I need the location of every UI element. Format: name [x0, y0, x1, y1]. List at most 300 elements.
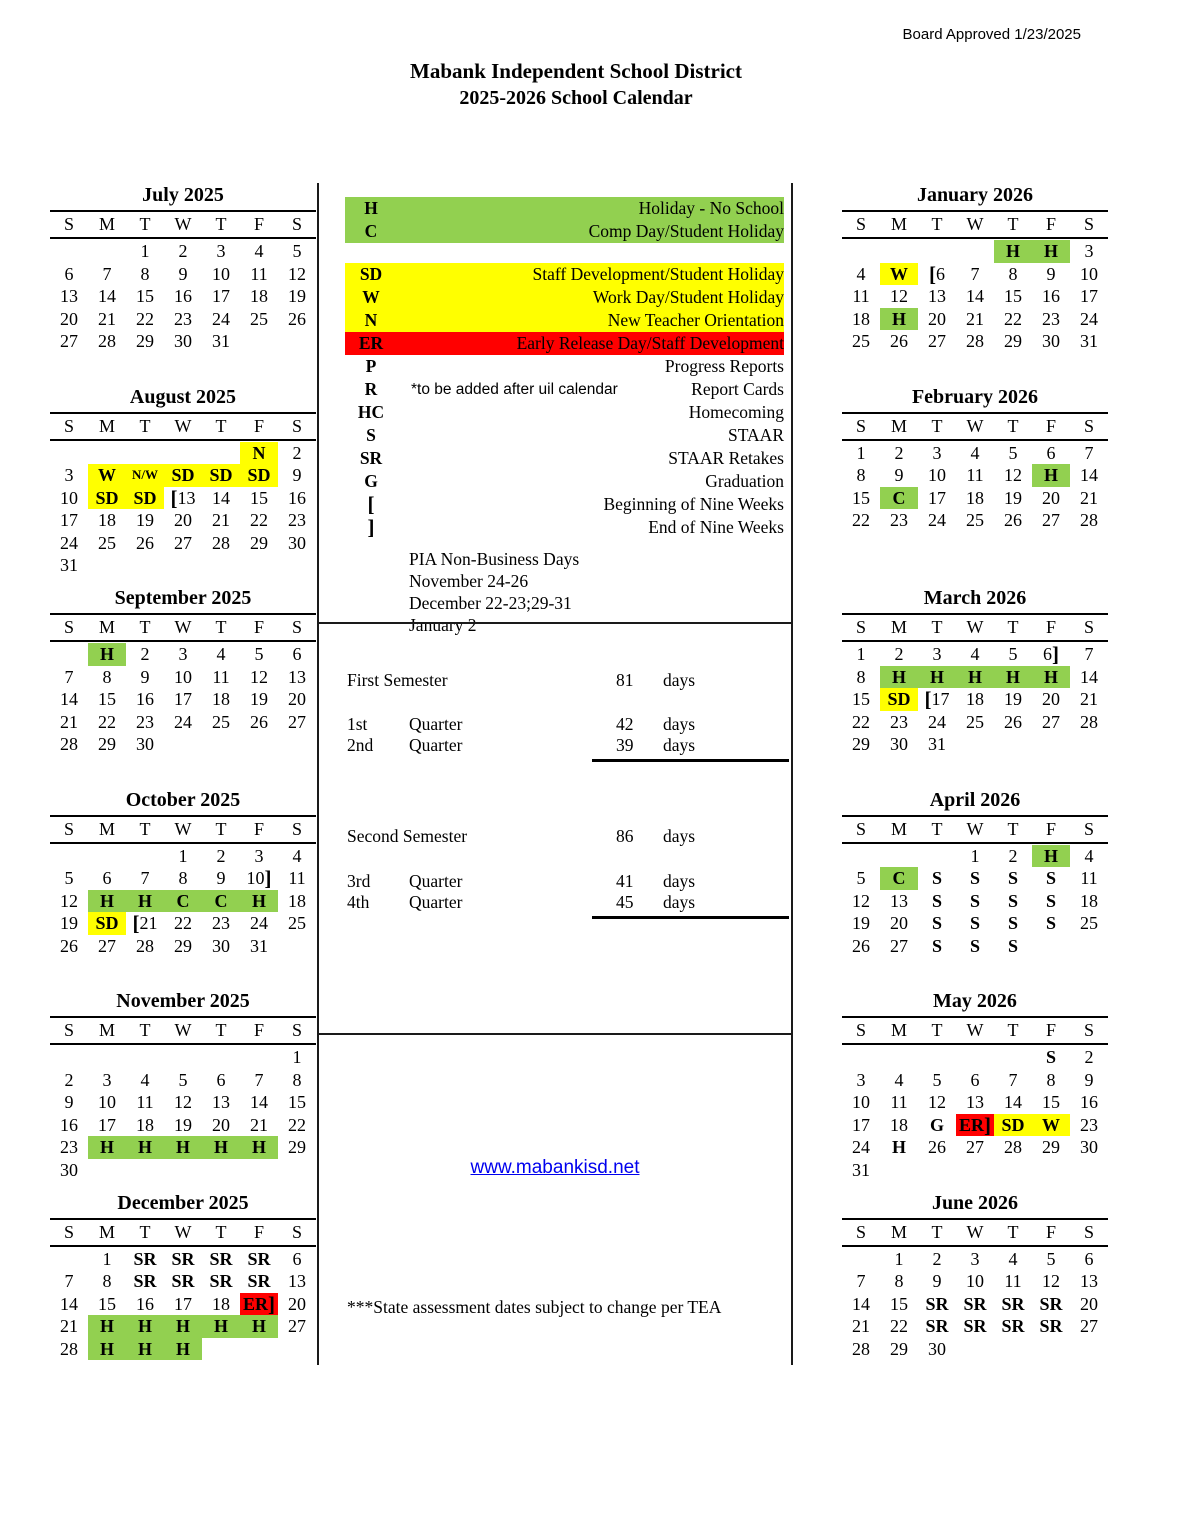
calendar-day-cell: 28 — [60, 734, 78, 754]
legend-row — [345, 220, 784, 243]
calendar-day-cell: SD — [240, 464, 278, 487]
calendar-day-cell: 31 — [60, 555, 78, 575]
calendar-day-cell: 29 — [250, 532, 268, 553]
calendar-day-cell: H — [88, 1338, 126, 1361]
day-header: S — [63, 214, 74, 235]
day-header: W — [174, 415, 192, 436]
calendar-day-cell: 9 — [1046, 263, 1056, 284]
calendar-day-cell: 7 — [102, 263, 112, 284]
calendar-day-cell: 10 — [966, 1271, 984, 1291]
calendar-day-cell: 14 — [60, 689, 78, 709]
calendar-day-cell: H — [126, 1338, 164, 1361]
calendar-day-cell: 10 — [60, 487, 78, 508]
day-header: M — [98, 1221, 115, 1242]
calendar-day-cell: 3 — [932, 644, 942, 664]
calendar-day-cell: 29 — [98, 734, 116, 754]
day-header: S — [63, 415, 74, 436]
day-header-row — [842, 1218, 1108, 1247]
calendar-day-cell: 6 — [970, 1069, 980, 1090]
calendar-week-row — [842, 1046, 1108, 1069]
quarter-ordinal: 3rd — [347, 871, 371, 891]
calendar-day-cell: 23 — [890, 711, 908, 732]
calendar-day-cell: 5 — [254, 644, 264, 664]
calendar-day-cell: 10 — [212, 263, 230, 284]
calendar-week-row — [50, 935, 316, 958]
calendar-day-cell: 5 — [1008, 442, 1018, 463]
uil-calendar-note: *to be added after uil calendar — [411, 380, 618, 398]
month-november-2025 — [50, 989, 316, 1191]
calendar-day-cell — [1032, 1159, 1070, 1182]
calendar-day-cell: 15 — [98, 689, 116, 709]
calendar-day-cell: W — [1032, 1114, 1070, 1137]
calendar-day-cell: 5 — [932, 1069, 942, 1090]
day-header-row — [50, 815, 316, 844]
calendar-day-cell — [88, 442, 126, 465]
calendar-day-cell — [1070, 1338, 1108, 1361]
calendar-day-cell: H — [1032, 240, 1070, 263]
calendar-day-cell — [50, 240, 88, 263]
calendar-week-row — [842, 867, 1108, 890]
calendar-day-cell: 9 — [932, 1271, 942, 1291]
month-title: June 2026 — [931, 1191, 1019, 1214]
legend-label: Beginning of Nine Weeks — [603, 494, 784, 514]
calendar-day-cell: 28 — [1004, 1137, 1022, 1157]
calendar-day-cell: 26 — [1004, 510, 1022, 530]
day-header: T — [215, 415, 227, 436]
calendar-day-cell: 26 — [288, 308, 306, 329]
calendar-day-cell: 16 — [60, 1114, 78, 1135]
legend-plain-rows — [319, 355, 791, 539]
calendar-day-cell: 27 — [98, 935, 116, 956]
calendar-day-cell: 12 — [174, 1092, 192, 1112]
calendar-day-cell: 15 — [136, 286, 154, 306]
calendar-day-cell: 28 — [98, 331, 116, 351]
day-header: S — [63, 1020, 74, 1041]
calendar-day-cell: 4 — [970, 442, 980, 463]
month-title: September 2025 — [114, 587, 252, 609]
calendar-day-cell: 6 — [64, 263, 74, 284]
calendar-day-cell: 6] — [1043, 642, 1059, 666]
calendar-day-cell: 21 — [966, 308, 984, 329]
legend-label: Early Release Day/Staff Development — [516, 333, 784, 353]
month-title: February 2026 — [911, 385, 1039, 408]
semester-days: 81 — [616, 670, 634, 690]
day-header: M — [98, 617, 115, 638]
calendar-day-cell: 22 — [288, 1114, 306, 1135]
calendar-day-cell: 19 — [852, 913, 870, 933]
calendar-day-cell: 3 — [254, 845, 264, 866]
calendar-week-row — [842, 643, 1108, 666]
legend-code: G — [364, 471, 378, 491]
calendar-day-cell: S — [969, 868, 980, 888]
day-header: F — [253, 617, 264, 638]
calendar-day-cell: 11 — [288, 868, 306, 888]
calendar-day-cell: 12 — [60, 890, 78, 911]
calendar-day-cell: 19 — [250, 689, 268, 709]
calendar-day-cell: SR — [963, 1316, 987, 1336]
calendar-week-row — [842, 1091, 1108, 1114]
calendar-day-cell: 9 — [894, 465, 904, 485]
month-july-2025 — [50, 183, 316, 385]
calendar-day-cell — [88, 240, 126, 263]
month-title: January 2026 — [916, 184, 1034, 206]
calendar-week-row — [842, 1270, 1108, 1293]
calendar-week-row — [50, 285, 316, 308]
calendar-week-row — [842, 711, 1108, 734]
calendar-day-cell: 18 — [212, 689, 230, 709]
calendar-day-cell: 28 — [966, 331, 984, 351]
quarter-word: Quarter — [409, 735, 463, 755]
calendar-day-cell: 13 — [928, 286, 946, 306]
calendar-day-cell: 13 — [212, 1092, 230, 1112]
calendar-day-cell: 3 — [178, 644, 188, 664]
legend-label: STAAR — [728, 425, 784, 445]
calendar-day-cell: 8 — [894, 1271, 904, 1291]
calendar-day-cell: [17 — [924, 687, 950, 711]
day-header-row — [842, 210, 1108, 239]
legend-label: New Teacher Orientation — [607, 310, 784, 330]
calendar-day-cell: SR — [133, 1248, 157, 1269]
month-august-2025 — [50, 385, 316, 587]
calendar-day-cell: 25 — [1080, 913, 1098, 933]
calendar-day-cell: 10 — [1080, 263, 1098, 284]
day-header: S — [291, 1020, 302, 1041]
calendar-day-cell: 17 — [928, 487, 946, 508]
calendar-day-cell: 16 — [136, 689, 154, 709]
day-header: S — [291, 214, 302, 235]
calendar-day-cell: 26 — [136, 532, 154, 553]
calendar-day-cell: 11 — [1080, 868, 1098, 888]
calendar-day-cell: C — [164, 890, 202, 913]
calendar-day-cell — [202, 442, 240, 465]
calendar-day-cell: 27 — [1080, 1316, 1098, 1336]
quarter-word: Quarter — [409, 892, 463, 912]
calendar-day-cell: 3 — [970, 1248, 980, 1269]
calendar-day-cell: 11 — [966, 465, 984, 485]
calendar-day-cell: H — [164, 1136, 202, 1159]
legend-row — [345, 263, 784, 286]
day-header: T — [139, 1221, 151, 1242]
month-title: October 2025 — [125, 788, 241, 811]
calendar-day-cell: 20 — [890, 913, 908, 933]
calendar-day-cell: 20 — [60, 308, 78, 329]
nine-weeks-open-bracket: [ — [170, 485, 178, 510]
calendar-day-cell: H — [88, 643, 126, 666]
calendar-day-cell: 26 — [1004, 711, 1022, 732]
month-december-2025 — [50, 1191, 316, 1393]
day-header: S — [291, 617, 302, 638]
calendar-day-cell: H — [202, 1315, 240, 1338]
calendar-day-cell: 15 — [288, 1092, 306, 1112]
calendar-day-cell: 10] — [246, 866, 272, 890]
calendar-day-cell: 3 — [216, 241, 226, 261]
calendar-day-cell: 12 — [852, 890, 870, 911]
day-header: M — [98, 415, 115, 436]
calendar-day-cell: 17 — [174, 689, 192, 709]
calendar-day-cell: 1 — [178, 845, 188, 866]
day-header: T — [931, 1221, 943, 1242]
day-header-row — [842, 1016, 1108, 1045]
calendar-day-cell: W — [88, 464, 126, 487]
second-semester-row — [319, 826, 791, 848]
calendar-day-cell: 15 — [1042, 1092, 1060, 1112]
calendar-day-cell: 19 — [136, 510, 154, 530]
month-january-2026 — [842, 183, 1108, 385]
calendar-day-cell: 24 — [928, 510, 946, 530]
day-header: T — [215, 1221, 227, 1242]
calendar-day-cell: 16 — [136, 1293, 154, 1314]
calendar-day-cell: S — [1045, 913, 1056, 933]
calendar-week-row — [842, 263, 1108, 286]
calendar-day-cell — [278, 1338, 316, 1361]
day-header: S — [291, 1221, 302, 1242]
legend-holiday-band — [345, 197, 784, 243]
quarter-ordinal: 4th — [347, 892, 370, 912]
day-header-row — [50, 1016, 316, 1045]
days-unit: days — [663, 735, 696, 755]
calendar-day-cell: SR — [1001, 1293, 1025, 1314]
calendar-day-cell: 21 — [1080, 689, 1098, 709]
calendar-week-row — [50, 532, 316, 555]
first-semester-row — [319, 670, 791, 692]
calendar-day-cell: H — [202, 1136, 240, 1159]
calendar-day-cell: 3 — [1084, 241, 1094, 261]
calendar-day-cell: 15 — [250, 487, 268, 508]
calendar-day-cell — [50, 845, 88, 868]
calendar-day-cell: 18 — [98, 510, 116, 530]
calendar-day-cell: 1 — [856, 442, 866, 463]
nine-weeks-open-bracket: [ — [924, 687, 932, 711]
calendar-day-cell — [126, 554, 164, 577]
calendar-day-cell: 15 — [1004, 286, 1022, 306]
calendar-day-cell: 2 — [178, 241, 188, 261]
second-semester-total-line — [592, 916, 789, 919]
calendar-week-row — [50, 308, 316, 331]
calendar-day-cell: 23 — [174, 308, 192, 329]
calendar-day-cell: 8 — [856, 666, 866, 687]
calendar-day-cell: 11 — [1004, 1271, 1022, 1291]
calendar-day-cell — [956, 1046, 994, 1069]
calendar-day-cell — [202, 1046, 240, 1069]
calendar-day-cell: 30 — [60, 1159, 78, 1180]
quarter-word: Quarter — [409, 871, 463, 891]
calendar-day-cell: 31 — [212, 331, 230, 351]
calendar-day-cell: 18 — [1080, 890, 1098, 911]
nine-weeks-close-bracket: ] — [984, 1112, 991, 1137]
calendar-day-cell: 25 — [852, 331, 870, 351]
calendar-day-cell: 14 — [212, 487, 230, 508]
calendar-week-row — [50, 1091, 316, 1114]
calendar-day-cell: 7 — [1008, 1069, 1018, 1090]
calendar-day-cell: 4 — [970, 644, 980, 664]
calendar-day-cell: 9 — [178, 263, 188, 284]
calendar-week-row — [842, 688, 1108, 711]
day-header: S — [63, 818, 74, 839]
calendar-day-cell: 17 — [1080, 286, 1098, 306]
calendar-day-cell — [842, 240, 880, 263]
nine-weeks-close-bracket: ] — [268, 1291, 275, 1316]
calendar-day-cell: 9 — [1084, 1069, 1094, 1090]
right-month-column — [842, 183, 1108, 1392]
calendar-day-cell: SR — [1039, 1316, 1063, 1336]
legend-code: C — [364, 221, 378, 241]
calendar-day-cell — [918, 845, 956, 868]
calendar-day-cell: 24 — [60, 532, 78, 553]
quarter-days: 45 — [616, 892, 634, 912]
calendar-day-cell — [1032, 935, 1070, 958]
calendar-week-row — [842, 845, 1108, 868]
day-header: F — [1045, 617, 1056, 638]
calendar-week-row — [842, 1315, 1108, 1338]
calendar-day-cell: 25 — [212, 711, 230, 732]
legend-label: Work Day/Student Holiday — [592, 287, 784, 307]
calendar-day-cell — [240, 1338, 278, 1361]
calendar-week-row — [842, 1159, 1108, 1182]
semester-days: 86 — [616, 826, 634, 846]
legend-row — [345, 424, 784, 447]
calendar-week-row — [50, 487, 316, 510]
day-header: S — [855, 214, 866, 235]
legend-staff-band — [345, 263, 784, 332]
calendar-day-cell: 3 — [932, 442, 942, 463]
day-header: S — [855, 415, 866, 436]
calendar-day-cell — [164, 1046, 202, 1069]
calendar-week-row — [842, 308, 1108, 331]
nine-weeks-close-bracket: ] — [1052, 642, 1059, 666]
calendar-day-cell: 30 — [212, 935, 230, 956]
calendar-day-cell: H — [880, 308, 918, 331]
calendar-day-cell: SD — [202, 464, 240, 487]
day-header: M — [890, 1221, 907, 1242]
calendar-week-row — [50, 912, 316, 935]
calendar-day-cell: 29 — [288, 1137, 306, 1157]
calendar-day-cell — [126, 1046, 164, 1069]
legend-section — [319, 183, 791, 635]
nine-weeks-open-bracket: [ — [132, 911, 140, 935]
calendar-day-cell — [842, 845, 880, 868]
calendar-day-cell: 20 — [928, 308, 946, 329]
calendar-week-row — [50, 845, 316, 868]
calendar-day-cell: 2 — [1008, 845, 1018, 866]
calendar-day-cell: H — [126, 1315, 164, 1338]
day-header: T — [139, 214, 151, 235]
calendar-day-cell: 6 — [1046, 442, 1056, 463]
month-title: August 2025 — [129, 385, 237, 408]
day-header: F — [1045, 818, 1056, 839]
legend-label: Holiday - No School — [638, 198, 784, 218]
calendar-day-cell: H — [88, 1315, 126, 1338]
day-header: W — [174, 1020, 192, 1041]
calendar-day-cell: 26 — [250, 711, 268, 732]
calendar-week-row — [842, 935, 1108, 958]
days-unit: days — [663, 892, 696, 912]
quarter-word: Quarter — [409, 714, 463, 734]
legend-gap — [319, 243, 791, 263]
calendar-day-cell: 6 — [292, 644, 302, 664]
calendar-day-cell — [956, 240, 994, 263]
calendar-day-cell: 19 — [1004, 689, 1022, 709]
calendar-day-cell: SD — [880, 688, 918, 711]
calendar-day-cell: S — [931, 935, 942, 956]
day-header: T — [931, 1020, 943, 1041]
district-website-link[interactable]: www.mabankisd.net — [470, 1157, 640, 1178]
legend-code: H — [364, 198, 378, 218]
calendar-day-cell: 2 — [1084, 1047, 1094, 1067]
calendar-day-cell: 30 — [928, 1338, 946, 1359]
calendar-day-cell: 13 — [890, 890, 908, 911]
calendar-week-row — [50, 688, 316, 711]
calendar-day-cell: 11 — [890, 1092, 908, 1112]
calendar-week-row — [50, 1293, 316, 1316]
month-title: March 2026 — [923, 587, 1027, 609]
calendar-day-cell: 4 — [292, 845, 302, 866]
day-header-row — [50, 210, 316, 239]
calendar-day-cell: 8 — [1008, 263, 1018, 284]
calendar-day-cell: 19 — [288, 286, 306, 306]
calendar-day-cell: S — [1007, 890, 1018, 911]
month-title: November 2025 — [116, 990, 250, 1012]
day-header-row — [842, 815, 1108, 844]
calendar-day-cell: 5 — [64, 868, 74, 888]
day-header: T — [1007, 617, 1019, 638]
calendar-week-row — [50, 867, 316, 890]
month-march-2026 — [842, 586, 1108, 788]
calendar-day-cell — [1070, 733, 1108, 756]
day-header: W — [174, 1221, 192, 1242]
calendar-day-cell — [1032, 1338, 1070, 1361]
legend-code: P — [365, 356, 377, 376]
calendar-day-cell: 22 — [250, 510, 268, 530]
calendar-day-cell — [880, 240, 918, 263]
day-header: S — [1083, 1020, 1094, 1041]
calendar-day-cell: 7 — [1084, 644, 1094, 664]
day-header: F — [1045, 415, 1056, 436]
calendar-day-cell: 1 — [102, 1248, 112, 1269]
day-header: T — [931, 818, 943, 839]
calendar-week-row — [50, 1270, 316, 1293]
calendar-day-cell: SR — [133, 1271, 157, 1291]
calendar-week-row — [50, 442, 316, 465]
nine-weeks-close-bracket: ] — [264, 866, 272, 890]
calendar-day-cell: 4 — [140, 1069, 150, 1090]
calendar-day-cell: 19 — [1004, 487, 1022, 508]
legend-early-release-band — [345, 332, 784, 355]
calendar-day-cell: 20 — [174, 510, 192, 530]
day-header: M — [98, 214, 115, 235]
calendar-day-cell: SR — [925, 1316, 949, 1336]
calendar-day-cell: 18 — [250, 286, 268, 306]
calendar-day-cell — [842, 1046, 880, 1069]
pia-line: November 24-26 — [409, 571, 529, 591]
calendar-day-cell: C — [880, 487, 918, 510]
day-header: F — [253, 1020, 264, 1041]
calendar-day-cell: 21 — [212, 510, 230, 530]
center-panel — [317, 183, 793, 1365]
pia-line: January 2 — [409, 615, 477, 635]
calendar-day-cell — [918, 240, 956, 263]
calendar-day-cell: 20 — [1042, 487, 1060, 508]
day-header: S — [291, 818, 302, 839]
calendar-day-cell: S — [969, 935, 980, 956]
calendar-week-row — [50, 1159, 316, 1182]
day-header: S — [1083, 617, 1094, 638]
legend-code: SR — [359, 448, 383, 468]
calendar-day-cell: 19 — [60, 913, 78, 933]
calendar-day-cell: 27 — [288, 1316, 306, 1336]
calendar-day-cell: 5 — [856, 868, 866, 888]
calendar-day-cell — [240, 733, 278, 756]
calendar-day-cell: 26 — [890, 331, 908, 351]
